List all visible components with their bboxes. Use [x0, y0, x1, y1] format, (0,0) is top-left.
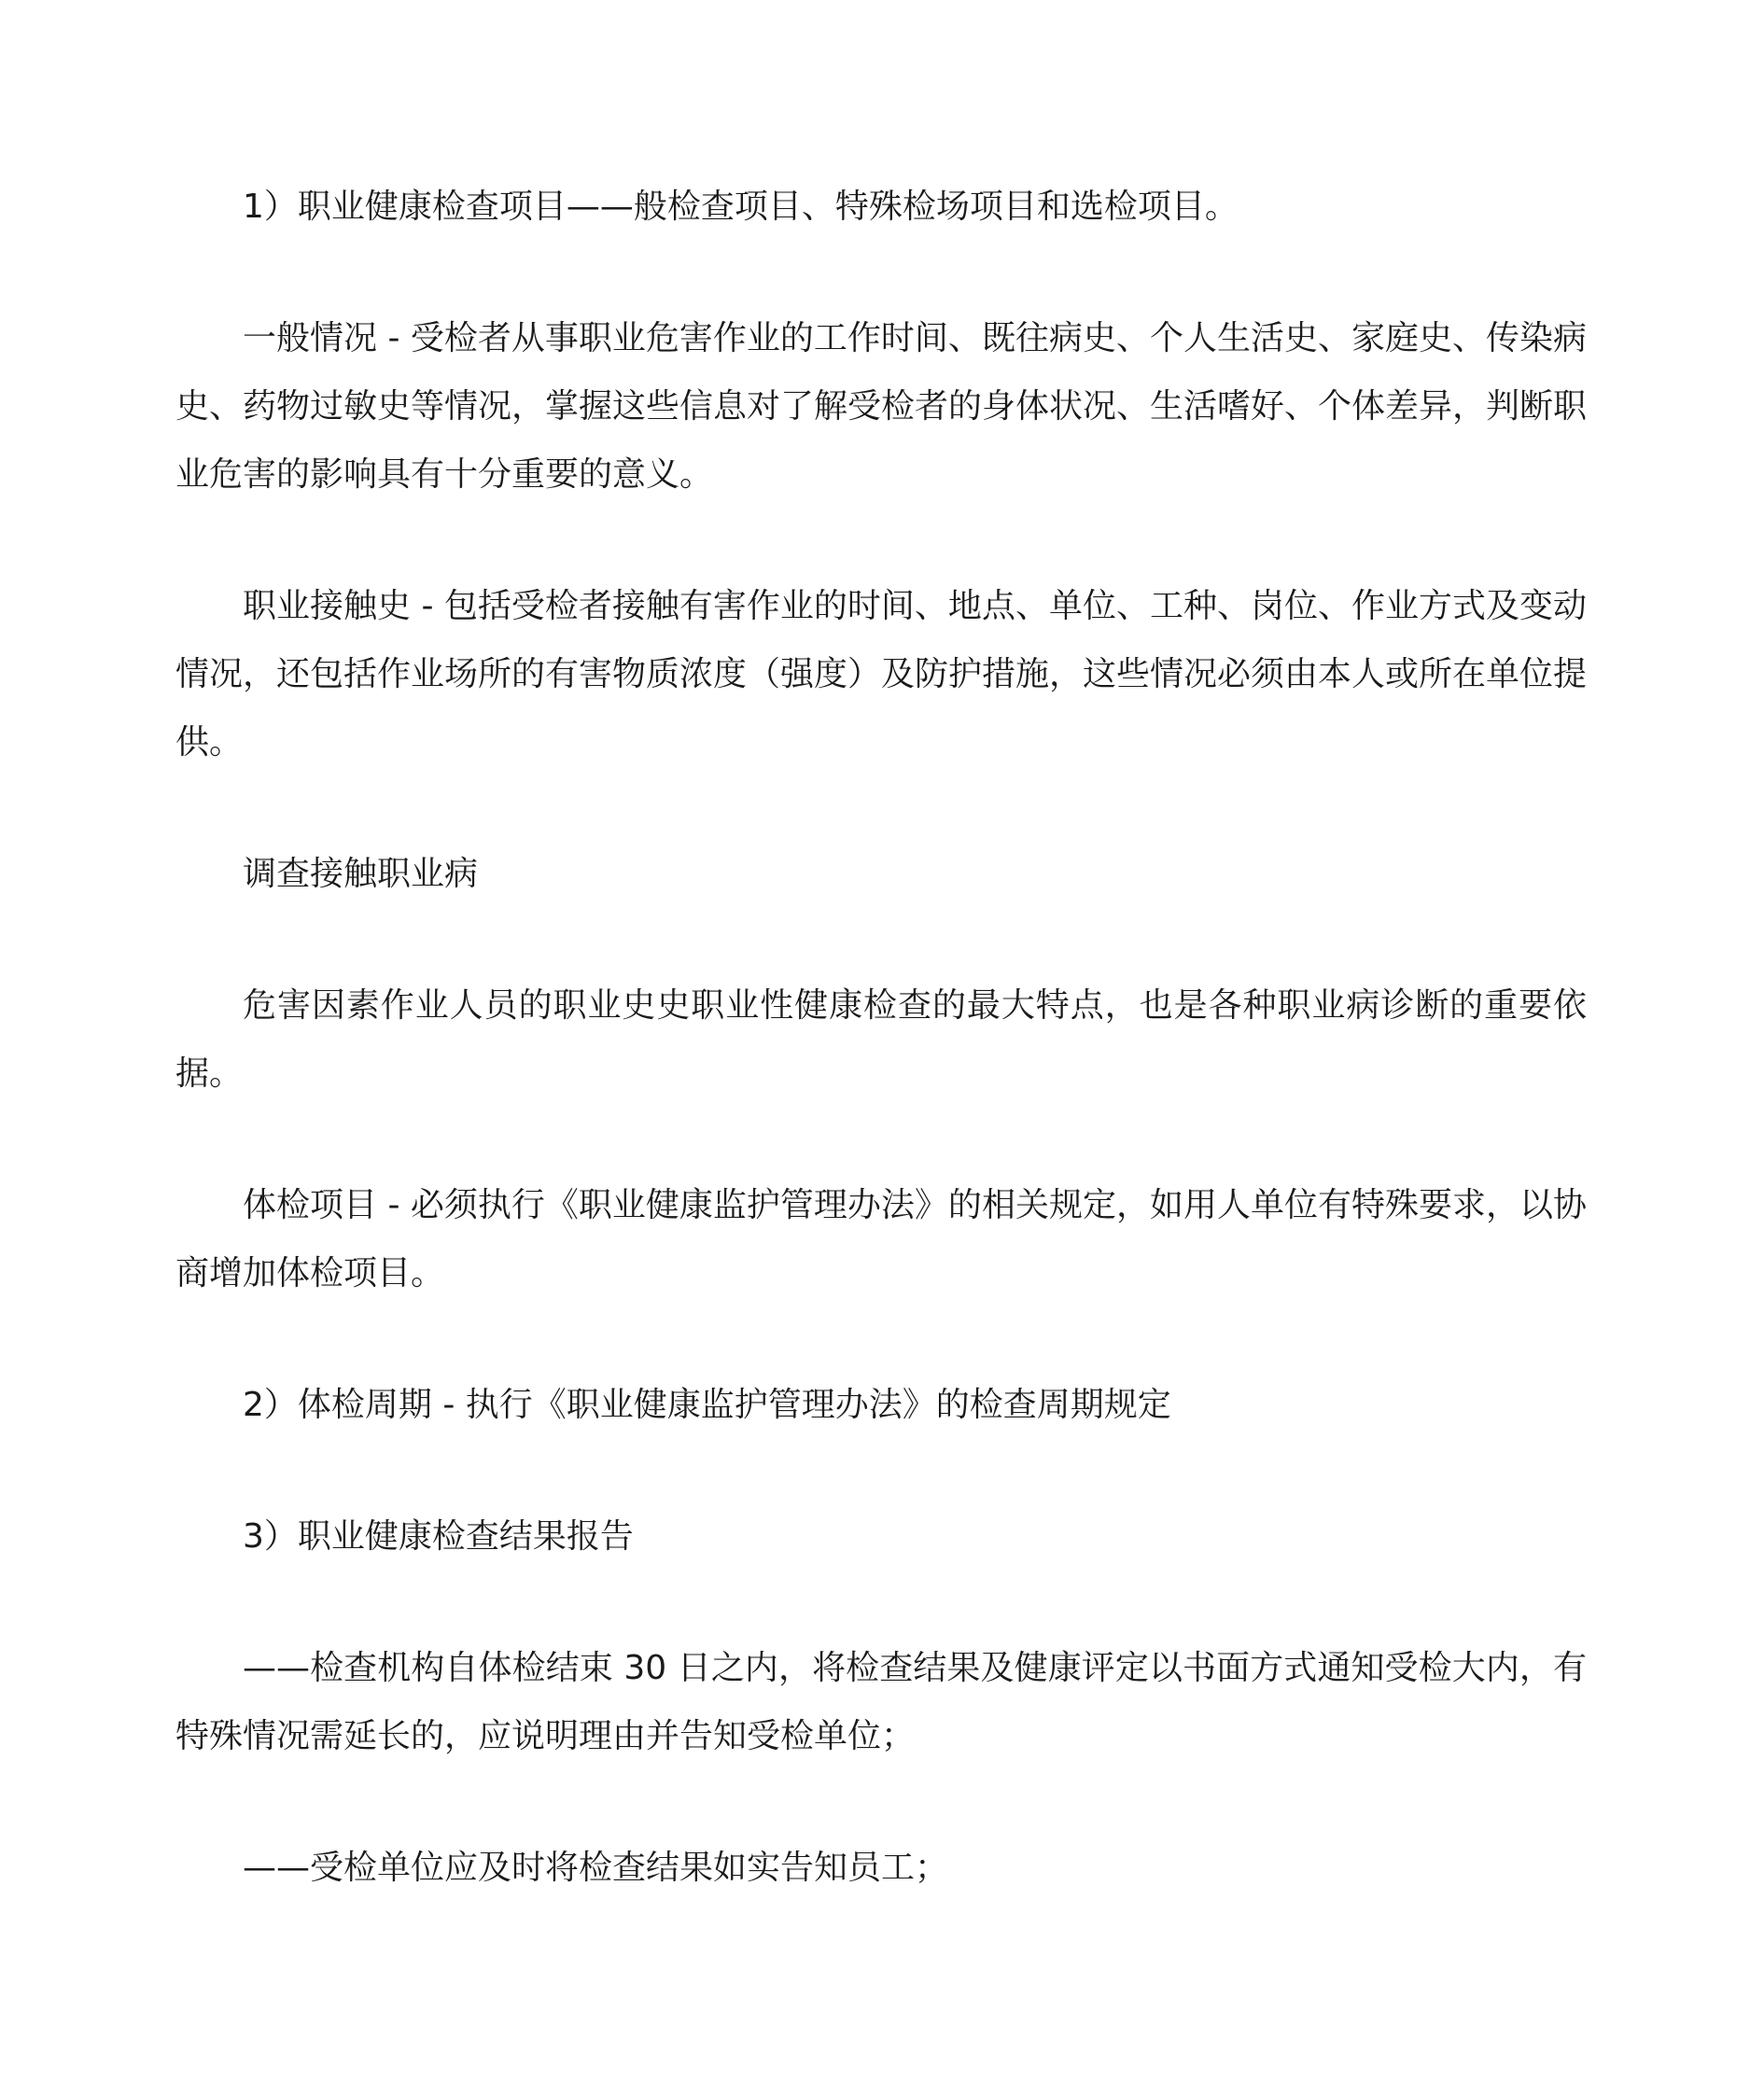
paragraph-unit-inform-employees: ——受检单位应及时将检查结果如实告知员工；	[243, 1849, 949, 1887]
paragraph-survey-occupational-disease: 调查接触职业病	[243, 855, 479, 893]
paragraph-general-situation: 一般情况 - 受检者从事职业危害作业的工作时间、既往病史、个人生活史、家庭史、传染病史、药物过敏史等情况，掌握这些信息对了解受检者的身体状况、生活嗜好、个体差异，判断职业危害的影响具有十分重要的意义。	[175, 319, 1588, 494]
paragraph-result-report: 3）职业健康检查结果报告	[243, 1517, 634, 1556]
document-body	[175, 173, 1587, 1965]
paragraph-exam-cycle: 2）体检周期 - 执行《职业健康监护管理办法》的检查周期规定	[243, 1386, 1171, 1424]
paragraph-exam-items-regulation: 体检项目 - 必须执行《职业健康监护管理办法》的相关规定，如用人单位有特殊要求，以协商增加体检项目。	[175, 1186, 1587, 1292]
paragraph-hazard-factor-workers: 危害因素作业人员的职业史史职业性健康检查的最大特点，也是各种职业病诊断的重要依据。	[175, 986, 1587, 1093]
paragraph-exam-items: 1）职业健康检查项目——般检查项目、特殊检场项目和选检项目。	[243, 188, 1239, 226]
paragraph-institution-notification: ——检查机构自体检结束 30 日之内，将检查结果及健康评定以书面方式通知受检大内，有特殊情况需延长的，应说明理由并告知受检单位；	[175, 1649, 1587, 1755]
paragraph-occupational-exposure-history: 职业接触史 - 包括受检者接触有害作业的时间、地点、单位、工种、岗位、作业方式及变动情况，还包括作业场所的有害物质浓度（强度）及防护措施，这些情况必须由本人或所在单位提供。	[175, 587, 1588, 761]
